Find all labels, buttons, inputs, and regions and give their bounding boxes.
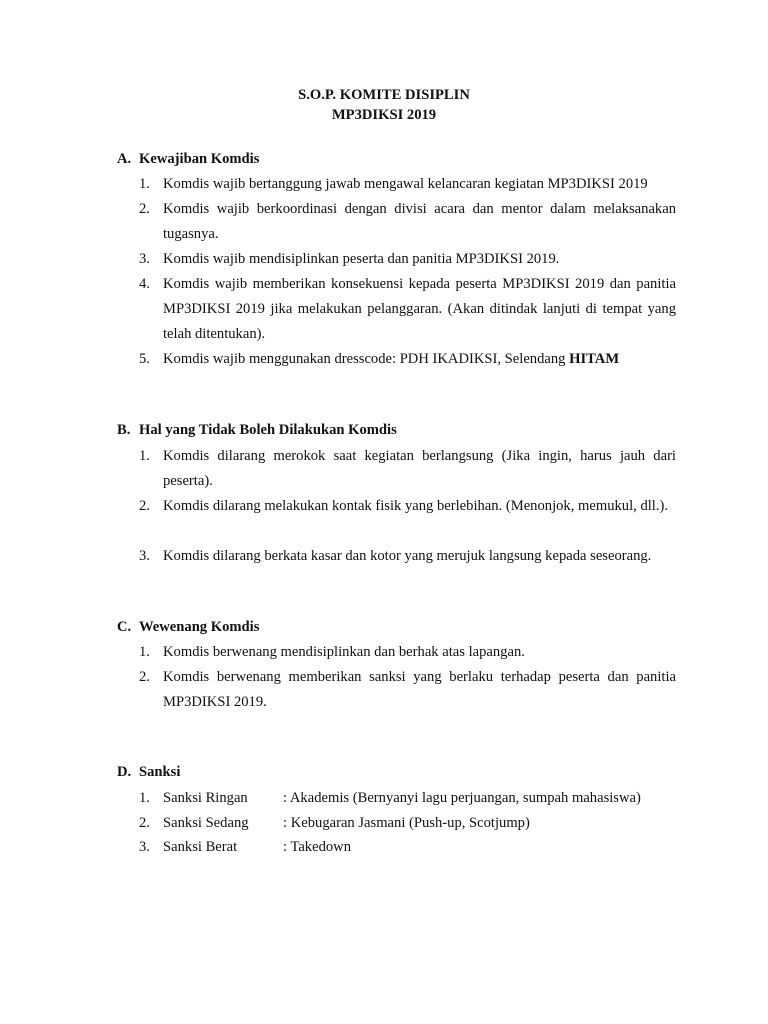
item-number: 3. (139, 839, 150, 855)
section-letter: A. (117, 151, 132, 167)
item-number: 2. (139, 669, 150, 685)
list-item (139, 172, 676, 197)
item-number: 1. (139, 644, 150, 660)
item-text: Komdis dilarang berkata kasar dan kotor yang merujuk langsung kepada seseorang. (163, 548, 652, 564)
list-item (139, 347, 676, 372)
section-b-heading (117, 422, 397, 439)
sanction-description: : Takedown (283, 839, 352, 855)
section-title: Hal yang Tidak Boleh Dilakukan Komdis (139, 422, 397, 438)
sanction-description: : Kebugaran Jasmani (Push-up, Scotjump) (283, 815, 530, 831)
highlight-text: HITAM (569, 351, 620, 367)
item-text-main: Komdis wajib menggunakan dresscode: PDH IKADIKSI, Selendang (163, 351, 570, 367)
item-text: Komdis wajib bertanggung jawab mengawal kelancaran kegiatan MP3DIKSI 2019 (163, 176, 648, 192)
section-title: Wewenang Komdis (139, 619, 260, 635)
item-number: 2. (139, 201, 150, 217)
sanction-name: Sanksi Berat (163, 839, 238, 855)
sanction-row (139, 786, 676, 811)
item-number: 3. (139, 548, 150, 564)
item-text: Komdis berwenang memberikan sanksi yang berlaku terhadap peserta dan panitia MP3DIKSI 2019. (163, 669, 676, 710)
item-number: 3. (139, 251, 150, 267)
item-text: Komdis dilarang melakukan kontak fisik yang berlebihan. (Menonjok, memukul, dll.). (163, 498, 669, 514)
sanction-description: : Akademis (Bernyanyi lagu perjuangan, sumpah mahasiswa) (283, 790, 641, 806)
item-number: 1. (139, 448, 150, 464)
section-d-heading (117, 764, 180, 781)
sanction-name: Sanksi Sedang (163, 815, 249, 831)
list-item (139, 197, 676, 247)
sanction-name: Sanksi Ringan (163, 790, 248, 806)
item-number: 1. (139, 790, 150, 806)
item-text: Komdis wajib berkoordinasi dengan divisi acara dan mentor dalam melaksanakan tugasnya. (163, 201, 676, 242)
item-text: Komdis berwenang mendisiplinkan dan berhak atas lapangan. (163, 644, 525, 660)
list-item (139, 494, 676, 519)
item-number: 4. (139, 276, 150, 292)
item-number: 2. (139, 498, 150, 514)
section-title: Sanksi (139, 764, 181, 780)
list-item (139, 272, 676, 347)
section-letter: D. (117, 764, 132, 780)
section-a-heading (117, 151, 259, 168)
item-text: Komdis wajib mendisiplinkan peserta dan panitia MP3DIKSI 2019. (163, 251, 560, 267)
section-letter: C. (117, 619, 132, 635)
item-number: 5. (139, 351, 150, 367)
section-title: Kewajiban Komdis (139, 151, 260, 167)
item-text: Komdis dilarang merokok saat kegiatan berlangsung (Jika ingin, harus jauh dari peserta). (163, 448, 676, 489)
sanction-row (139, 811, 676, 836)
list-item (139, 544, 676, 569)
list-item (139, 640, 676, 665)
list-item (139, 444, 676, 494)
list-item (139, 665, 676, 715)
section-letter: B. (117, 422, 131, 438)
item-number: 1. (139, 176, 150, 192)
item-number: 2. (139, 815, 150, 831)
item-text (163, 347, 676, 372)
sanction-row (139, 835, 676, 860)
item-text: Komdis wajib memberikan konsekuensi kepada peserta MP3DIKSI 2019 dan panitia MP3DIKSI 2019 jika melakukan pelanggaran. (Akan ditindak lanjuti di tempat yang telah ditentukan). (163, 276, 676, 342)
section-c-heading (117, 619, 259, 636)
document-title: S.O.P. KOMITE DISIPLIN (298, 87, 470, 103)
list-item (139, 247, 676, 272)
document-subtitle: MP3DIKSI 2019 (331, 107, 437, 123)
